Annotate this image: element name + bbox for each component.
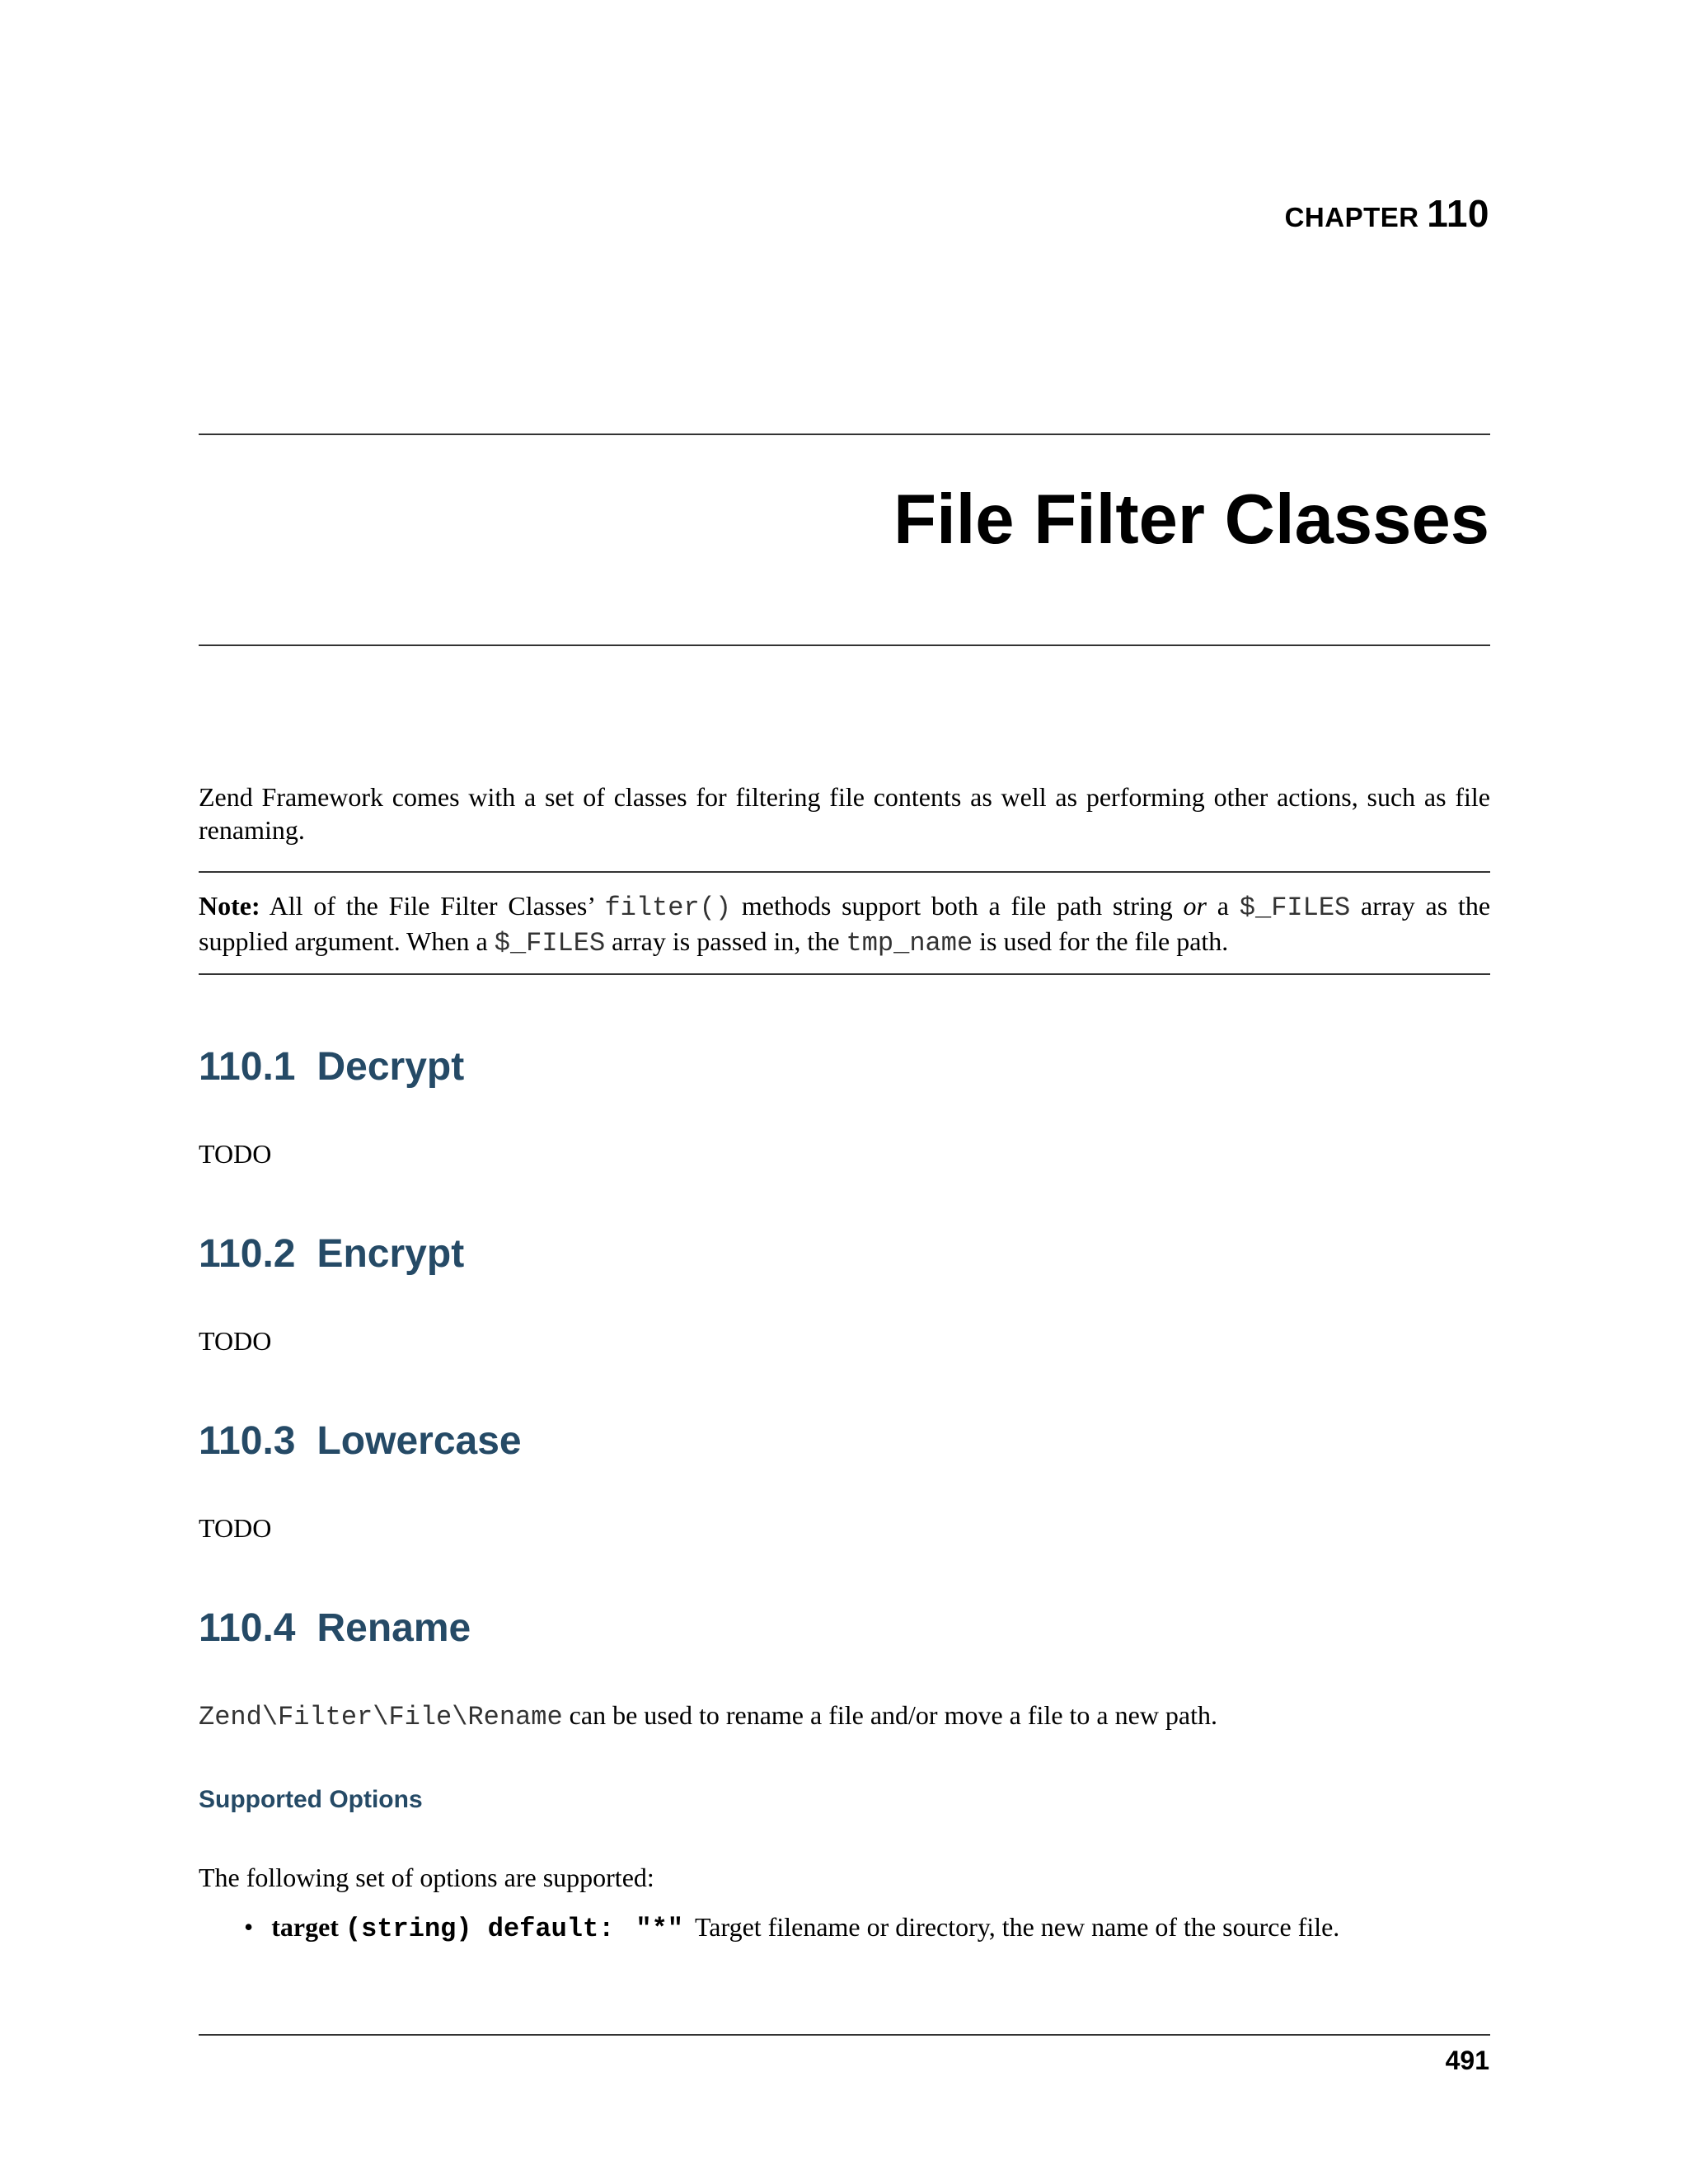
note-code-files-2: $_FILES xyxy=(494,928,606,958)
note-text-4: array as the supplied argument. When a xyxy=(199,891,1491,956)
note-code-tmp-name: tmp_name xyxy=(846,928,973,958)
title-bottom-rule xyxy=(199,644,1490,646)
option-type-default: (string) default: xyxy=(345,1914,615,1944)
rename-description: can be used to rename a file and/or move a file to a new path. xyxy=(569,1700,1218,1730)
note-bottom-rule xyxy=(199,973,1490,975)
chapter-title: File Filter Classes xyxy=(893,480,1489,559)
note-box xyxy=(199,889,1490,960)
option-description: Target filename or directory, the new name of the source file. xyxy=(694,1912,1340,1942)
note-text-5: array is passed in, the xyxy=(612,926,840,956)
rename-class-code: Zend\Filter\File\Rename xyxy=(199,1702,563,1732)
section-number: 110.3 xyxy=(199,1419,296,1463)
supported-options-intro: The following set of options are supported: xyxy=(199,1863,654,1892)
section-heading-encrypt xyxy=(199,1231,464,1277)
note-text-3: a xyxy=(1217,891,1229,921)
section-body-decrypt: TODO xyxy=(199,1139,272,1169)
supported-options-heading: Supported Options xyxy=(199,1786,423,1813)
intro-paragraph: Zend Framework comes with a set of classes for filtering file contents as well as performing other actions, such as file renaming. xyxy=(199,782,1490,845)
section-title: Encrypt xyxy=(316,1232,465,1276)
note-code-filter: filter() xyxy=(604,893,732,923)
section-heading-lowercase xyxy=(199,1418,522,1464)
bullet-icon: • xyxy=(244,1912,254,1942)
section-body-lowercase: TODO xyxy=(199,1513,272,1543)
section-title: Rename xyxy=(316,1606,471,1650)
page-number: 491 xyxy=(1445,2046,1489,2075)
chapter-number: 110 xyxy=(1427,192,1489,235)
section-number: 110.1 xyxy=(199,1045,296,1089)
note-text-1: All of the File Filter Classes’ xyxy=(269,891,594,921)
section-body-encrypt: TODO xyxy=(199,1326,272,1356)
section-heading-decrypt xyxy=(199,1044,464,1090)
note-text-6: is used for the file path. xyxy=(979,926,1229,956)
note-label: Note: xyxy=(199,891,260,921)
footer-rule xyxy=(199,2034,1490,2036)
note-text-2: methods support both a file path string xyxy=(741,891,1173,921)
section-number: 110.4 xyxy=(199,1606,296,1650)
chapter-word: CHAPTER xyxy=(1284,202,1419,232)
note-top-rule xyxy=(199,871,1490,873)
option-default-value: "*" xyxy=(635,1914,683,1944)
chapter-label xyxy=(1285,191,1489,236)
section-heading-rename xyxy=(199,1605,471,1651)
section-number: 110.2 xyxy=(199,1232,296,1276)
option-name: target xyxy=(271,1912,339,1942)
title-top-rule xyxy=(199,434,1490,435)
option-list-item xyxy=(244,1910,1339,1946)
note-code-files-1: $_FILES xyxy=(1239,893,1351,923)
note-emphasis: or xyxy=(1183,891,1207,921)
section-body-rename xyxy=(199,1699,1490,1734)
section-title: Lowercase xyxy=(316,1419,522,1463)
section-title: Decrypt xyxy=(316,1045,465,1089)
